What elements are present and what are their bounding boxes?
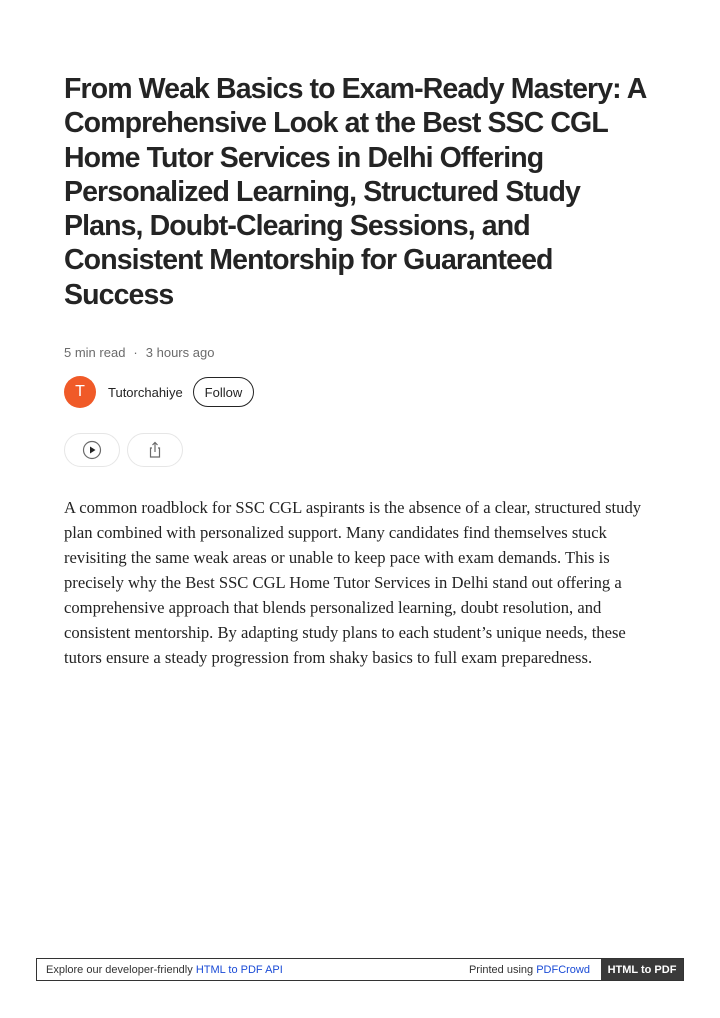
play-circle-icon: [82, 440, 102, 460]
share-button[interactable]: [127, 433, 183, 467]
read-time: 5 min read: [64, 345, 126, 361]
article: [64, 72, 664, 687]
meta-separator: ·: [133, 345, 138, 361]
article-body: A common roadblock for SSC CGL aspirants is the absence of a clear, structured study plan combined with personalized support. Many candidates find themselves stuck revisiting the same weak areas or unable to keep pace with exam demands. This is precisely why the Best SSC CGL Home Tutor Services in Delhi stand out offering a comprehensive approach that blends personalized learning, doubt resolution, and consistent mentorship. By adapting study plans to each student’s unique needs, these tutors ensure a steady progression from shaky basics to full exam preparedness.: [64, 498, 642, 668]
footer-badge[interactable]: HTML to PDF: [601, 959, 683, 980]
footer-api-link[interactable]: HTML to PDF API: [195, 963, 283, 976]
footer-explore: [37, 964, 469, 976]
avatar[interactable]: T: [64, 376, 96, 408]
footer-printed: [469, 964, 601, 976]
footer-pdfcrowd-link[interactable]: PDFCrowd: [536, 963, 590, 976]
pdf-footer: [36, 958, 684, 981]
article-title: From Weak Basics to Exam-Ready Mastery: A Comprehensive Look at the Best SSC CGL Home Tutor Services in Delhi Offering Personalized Learning, Structured Study Plans, Doubt-Clearing Sessions, and Consistent Mentorship for Guaranteed Success: [64, 73, 646, 311]
author-row: [64, 376, 664, 408]
article-actions: [64, 433, 664, 467]
share-icon: [145, 440, 165, 460]
published-time: 3 hours ago: [145, 345, 215, 361]
listen-button[interactable]: [64, 433, 120, 467]
follow-button[interactable]: Follow: [193, 377, 255, 407]
author-name[interactable]: Tutorchahiye: [108, 384, 183, 400]
footer-explore-text: Explore our developer-friendly: [46, 963, 196, 976]
footer-printed-text: Printed using: [468, 963, 537, 976]
article-meta: [64, 344, 664, 362]
